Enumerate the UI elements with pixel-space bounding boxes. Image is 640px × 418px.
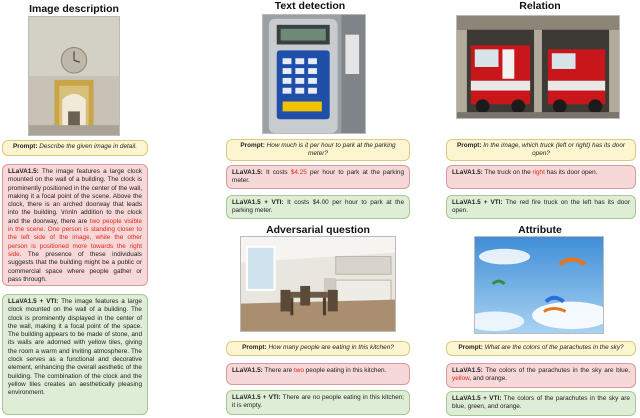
answer-llava-image-description <box>2 164 148 286</box>
model-label-llava: LLaVA1.5: <box>452 367 483 374</box>
answer-llava-text-detection <box>226 165 410 189</box>
title-image-description: Image description <box>29 3 119 15</box>
answer-llava-relation <box>446 165 636 189</box>
prompt-label: Prompt: <box>458 344 483 351</box>
answer-text: , and orange. <box>469 375 508 383</box>
answer-text: There are <box>264 367 293 374</box>
prompt-text: Describe the given image in detail. <box>39 143 137 150</box>
prompt-label: Prompt: <box>242 344 267 351</box>
photo-parking-meter <box>262 14 366 134</box>
answer-vti-image-description <box>2 294 148 415</box>
answer-vti-attribute <box>446 391 636 416</box>
answer-text: The truck on the <box>484 169 531 176</box>
photo-parachutes-sky <box>474 236 604 334</box>
answer-text: people eating in this kitchen. <box>305 367 387 374</box>
hallucinated-text: two people visible in the scene. One person is standing closer to the left side of the image, while the other person is positioned more towards the right side. <box>8 217 142 258</box>
photo-clock-building <box>28 16 120 136</box>
answer-vti-adversarial-question <box>226 390 410 415</box>
model-label-vti: LLaVA1.5 + VTI: <box>452 395 502 402</box>
photo-kitchen <box>240 236 396 332</box>
hallucinated-text: $4.25 <box>290 169 307 176</box>
model-label-vti: LLaVA1.5 + VTI: <box>452 199 503 206</box>
prompt-text-detection <box>226 139 410 161</box>
answer-text: The colors of the parachutes in the sky are blue, <box>485 367 630 374</box>
prompt-text: In the image, which truck (left or right) has its door open? <box>483 142 625 158</box>
answer-text: The colors of the parachutes in the sky are blue, green, and orange. <box>452 395 630 411</box>
prompt-label: Prompt: <box>240 142 265 149</box>
title-adversarial-question: Adversarial question <box>266 224 370 236</box>
hallucinated-text: two <box>293 367 304 374</box>
answer-llava-attribute <box>446 363 636 388</box>
answer-text: The presence of these individuals suggests that the building might be a public or commercial space where people gather or pass through. <box>8 250 142 283</box>
answer-text: The image features a large clock mounted on the wall of a building. The clock is prominently positioned in the center of the wall, making it a focal point of the scene. Above the clock, there is an arched doorway that leads into the building. \n\nIn addition to the clock and the doorway, there are <box>8 168 142 225</box>
answer-text: has its door open. <box>546 169 598 176</box>
photo-fire-trucks <box>456 15 620 119</box>
prompt-adversarial-question <box>226 341 410 356</box>
title-relation: Relation <box>519 0 561 12</box>
answer-text: It costs $4.00 per hour to park at the parking meter. <box>232 199 404 215</box>
prompt-text: What are the colors of the parachutes in the sky? <box>484 344 624 351</box>
answer-text: The image features a large clock mounted on the wall of a building. The clock is prominently displayed in the center of the wall, making it a focal point of the space. The building appears to be made of stone, and its walls are adorned with yellow tiles, giving the room a warm and inviting atmosphere. The clock serves as a functional and decorative element, enhancing the overall aesthetic of the building. The combination of the clock and the yellow tiles creates an aesthetically pleasing environment. <box>8 298 142 397</box>
answer-text: per hour to park at the parking meter. <box>232 169 405 185</box>
model-label-llava: LLaVA1.5: <box>232 169 263 176</box>
hallucinated-text: yellow <box>452 375 470 383</box>
hallucinated-text: right <box>532 169 545 176</box>
answer-llava-adversarial-question <box>226 363 410 385</box>
prompt-attribute <box>446 341 636 356</box>
answer-text: It costs <box>265 169 288 176</box>
title-attribute: Attribute <box>518 224 562 236</box>
model-label-vti: LLaVA1.5 + VTI: <box>232 394 281 401</box>
model-label-llava: LLaVA1.5: <box>8 168 39 175</box>
model-label-vti: LLaVA1.5 + VTI: <box>232 199 284 206</box>
prompt-text: How much is it per hour to park at the parking meter? <box>266 142 396 158</box>
model-label-llava: LLaVA1.5: <box>232 367 263 374</box>
answer-text: The red fire truck on the left has its door open. <box>452 199 630 215</box>
prompt-text: How many people are eating in this kitchen? <box>268 344 394 351</box>
prompt-relation <box>446 139 636 161</box>
prompt-image-description <box>2 140 148 156</box>
model-label-llava: LLaVA1.5: <box>452 169 483 176</box>
prompt-label: Prompt: <box>13 143 38 150</box>
answer-vti-text-detection <box>226 195 410 219</box>
model-label-vti: LLaVA1.5 + VTI: <box>8 298 59 305</box>
answer-vti-relation <box>446 195 636 219</box>
answer-text: There are no people eating in this kitchen; it is empty. <box>232 394 404 410</box>
prompt-label: Prompt: <box>457 142 482 149</box>
title-text-detection: Text detection <box>274 0 346 12</box>
